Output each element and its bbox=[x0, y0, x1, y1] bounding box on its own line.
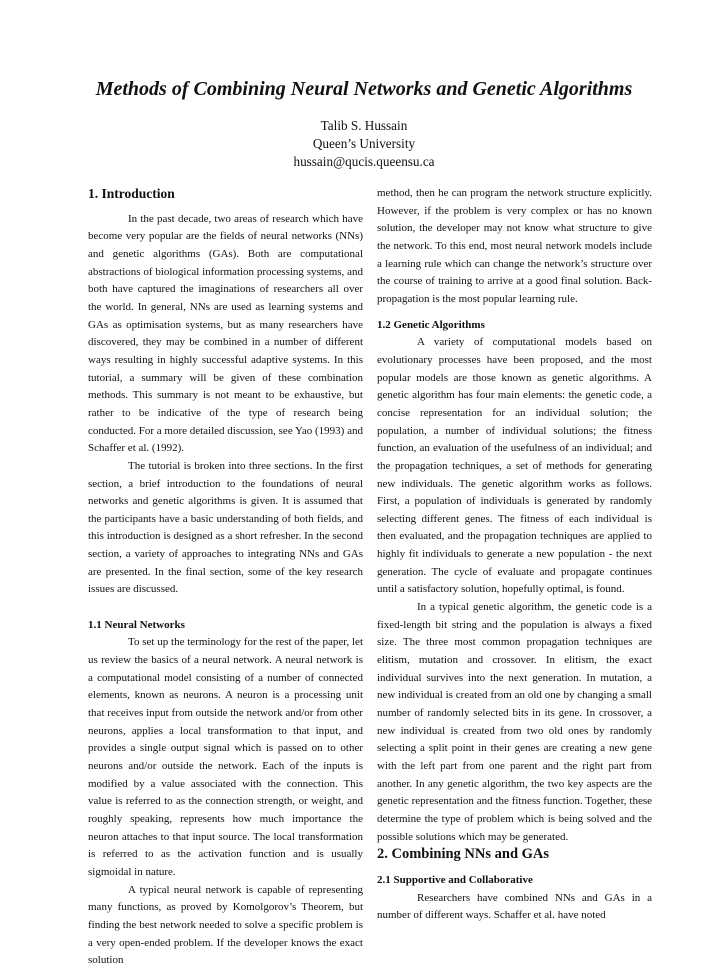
author-email: hussain@qucis.queensu.ca bbox=[293, 154, 435, 169]
section-2-1-heading: 2.1 Supportive and Collaborative bbox=[377, 873, 533, 886]
section-1-2-heading: 1.2 Genetic Algorithms bbox=[377, 318, 485, 331]
continued-paragraph: method, then he can program the network structure explicitly. However, if the problem is very complex or has no known solution, the developer may not know what structure to give the network. To this end, most neural network models include a learning rule which can change the network’s structure over the course of training to arrive at a good final solution. Back-propagation is the most popular learning rule. bbox=[377, 187, 652, 305]
supportive-paragraph-1: Researchers have combined NNs and GAs in a number of different ways. Schaffer et al. have noted bbox=[377, 891, 652, 922]
author-name: Talib S. Hussain bbox=[320, 118, 408, 133]
author-affiliation: Queen’s University bbox=[312, 136, 416, 151]
genetic-algorithms-paragraph-1: A variety of computational models based on evolutionary processes have been proposed, and the most popular models are those known as genetic algorithms. A genetic algorithm has four main elements: the genetic code, a concise representation for an individual solution; the population, a number of individual solutions; the fitness function, an evaluation of the usefulness of an individual; and the propagation techniques, a set of methods for generating new individuals. The genetic algorithm works as follows. First, a population of individuals is generated by randomly selecting different genes. The fitness of each individual is then evaluated, and the propagation techniques are applied to highly fit individuals to generate a new population - the next generation. The cycle of evaluate and propagate continues until a satisfactory solution, hopefully optimal, is found. bbox=[377, 336, 652, 596]
section-2-heading: 2. Combining NNs and GAs bbox=[377, 846, 550, 863]
intro-paragraph-2: The tutorial is broken into three sections. In the first section, a brief introduction to the foundations of neural networks and genetic algorithms is given. It is assumed that the participants have a basic understanding of both fields, and this introduction is designed as a short refresher. In the second section, a variety of approaches to integrating NNs and GAs are presented. In the final section, some of the key research issues are discussed. bbox=[88, 459, 363, 596]
paper-title: Methods of Combining Neural Networks and Genetic Algorithms bbox=[95, 78, 633, 100]
intro-paragraph-1: In the past decade, two areas of research which have become very popular are the fields of neural networks (NNs) and genetic algorithms (GAs). Both are computational abstractions of biological information processing systems, and both have captured the imaginations of researchers all over the world. In general, NNs are used as learning systems and GAs as optimisation systems, but as many researchers have discovered, they may be combined in a number of different ways resulting in highly successful adaptive systems. In this tutorial, a summary will be given of these combination methods. This summary is not meant to be exhaustive, but rather to be indicative of the type of research being conducted. For a more detailed discussion, see Yao (1993) and Schaffer et al. (1992). bbox=[88, 212, 363, 455]
genetic-algorithms-paragraph-2: In a typical genetic algorithm, the genetic code is a fixed-length bit string and the population is always a fixed size. The three most common propagation techniques are elitism, mutation and crossover. In elitism, the exact individual survives into the next generation. In mutation, a new individual is created from an old one by changing a small number of randomly selected bits in its gene. In crossover, a new individual is created from two old ones by randomly selecting a split point in their genes are creating a new gene with the left part from one parent and the right part from another. In any genetic algorithm, the two key aspects are the genetic representation and the fitness function. Together, these determine the type of problem which is being solved and the possible solutions which may be generated. bbox=[377, 601, 652, 843]
neural-networks-paragraph-2: A typical neural network is capable of representing many functions, as proved by Komolgorov’s Theorem, but finding the best network needed to solve a specific problem is a very open-ended problem. If the developer knows the exact solution bbox=[88, 883, 363, 967]
left-column bbox=[88, 185, 363, 970]
right-column bbox=[377, 185, 652, 925]
section-1-heading: 1. Introduction bbox=[88, 186, 175, 201]
section-1-1-heading: 1.1 Neural Networks bbox=[88, 618, 185, 631]
neural-networks-paragraph-1: To set up the terminology for the rest of the paper, let us review the basics of a neural network. A neural network is a computational model consisting of a number of connected elements, known as neurons. A neuron is a processing unit that receives input from outside the network and/or from other neurons, applies a local transformation to that input, and provides a single output signal which is passed on to other neurons and/or outside the network. Each of the inputs is modified by a value associated with the connection. This value is referred to as the connection strength, or weight, and roughly speaking, represents how much importance the neuron attaches to that input source. The local transformation is referred to as the activation function and is usually sigmoidal in nature. bbox=[88, 636, 363, 878]
author-block bbox=[0, 117, 728, 171]
